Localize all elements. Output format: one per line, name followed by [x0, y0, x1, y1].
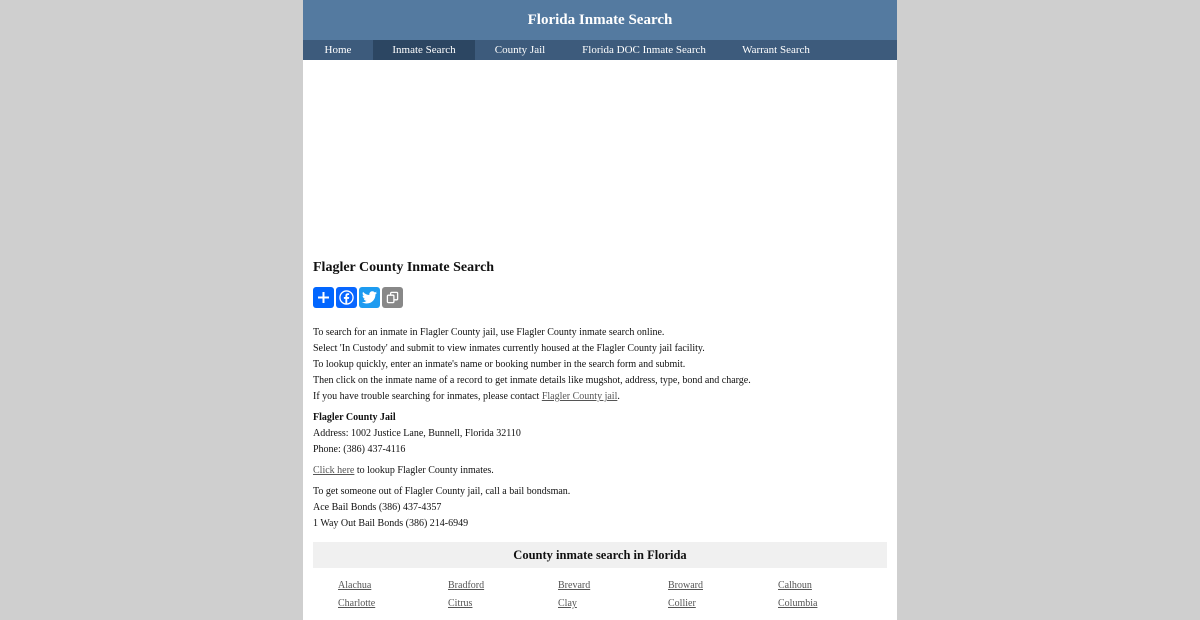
- nav-county-jail[interactable]: County Jail: [494, 44, 546, 56]
- county-link[interactable]: Citrus: [448, 598, 473, 609]
- jail-info: [313, 410, 887, 458]
- county-link[interactable]: Charlotte: [338, 598, 376, 609]
- county-link[interactable]: Broward: [668, 580, 703, 591]
- nav-home[interactable]: Home: [324, 44, 352, 56]
- flagler-jail-link[interactable]: Flagler County jail: [541, 391, 618, 402]
- main-content: [303, 260, 897, 610]
- contact-suffix: .: [617, 391, 620, 402]
- facebook-icon[interactable]: [336, 287, 357, 308]
- site-title[interactable]: Florida Inmate Search: [527, 11, 673, 28]
- twitter-icon[interactable]: [359, 287, 380, 308]
- bail-bond-item: Ace Bail Bonds (386) 437-4357: [313, 502, 442, 513]
- intro-line-contact: [313, 389, 887, 405]
- county-link[interactable]: Columbia: [778, 598, 818, 609]
- county-link[interactable]: Alachua: [338, 580, 372, 591]
- bail-info: [313, 484, 887, 532]
- contact-prefix: If you have trouble searching for inmates, please contact: [313, 391, 542, 402]
- intro-line: To lookup quickly, enter an inmate's name or booking number in the search form and submit.: [313, 359, 686, 370]
- county-link[interactable]: Collier: [668, 598, 696, 609]
- county-section-heading: County inmate search in Florida: [513, 547, 687, 562]
- intro-text: [313, 325, 887, 405]
- county-section-title: [313, 542, 887, 568]
- nav-warrant-search[interactable]: Warrant Search: [742, 44, 810, 56]
- intro-line: Then click on the inmate name of a record to get inmate details like mugshot, address, type, bond and charge.: [313, 375, 751, 386]
- ad-space: [303, 60, 897, 260]
- nav-inmate-search[interactable]: Inmate Search: [373, 40, 475, 60]
- nav-doc-inmate-search[interactable]: Florida DOC Inmate Search: [582, 44, 706, 56]
- bail-intro: To get someone out of Flagler County jail, call a bail bondsman.: [313, 486, 571, 497]
- share-buttons: [313, 287, 887, 308]
- county-link[interactable]: Clay: [558, 598, 577, 609]
- click-here-link[interactable]: Click here: [313, 465, 355, 476]
- lookup-text: to lookup Flagler County inmates.: [354, 465, 494, 476]
- county-link[interactable]: Calhoun: [778, 580, 812, 591]
- county-link[interactable]: Brevard: [558, 580, 591, 591]
- county-link[interactable]: Bradford: [448, 580, 485, 591]
- share-plus-icon[interactable]: [313, 287, 334, 308]
- bail-bond-item: 1 Way Out Bail Bonds (386) 214-6949: [313, 518, 469, 529]
- copy-link-icon[interactable]: [382, 287, 403, 308]
- page-container: [303, 0, 897, 620]
- jail-name: Flagler County Jail: [313, 412, 396, 423]
- jail-phone: Phone: (386) 437-4116: [313, 444, 406, 455]
- page-title: Flagler County Inmate Search: [313, 260, 495, 275]
- intro-line: To search for an inmate in Flagler County jail, use Flagler County inmate search online.: [313, 327, 665, 338]
- main-nav: [303, 40, 897, 60]
- jail-address: Address: 1002 Justice Lane, Bunnell, Florida 32110: [313, 428, 521, 439]
- intro-line: Select 'In Custody' and submit to view inmates currently housed at the Flagler County jail facility.: [313, 343, 705, 354]
- lookup-line: [313, 463, 887, 479]
- site-header: [303, 0, 897, 40]
- county-list: [313, 579, 887, 610]
